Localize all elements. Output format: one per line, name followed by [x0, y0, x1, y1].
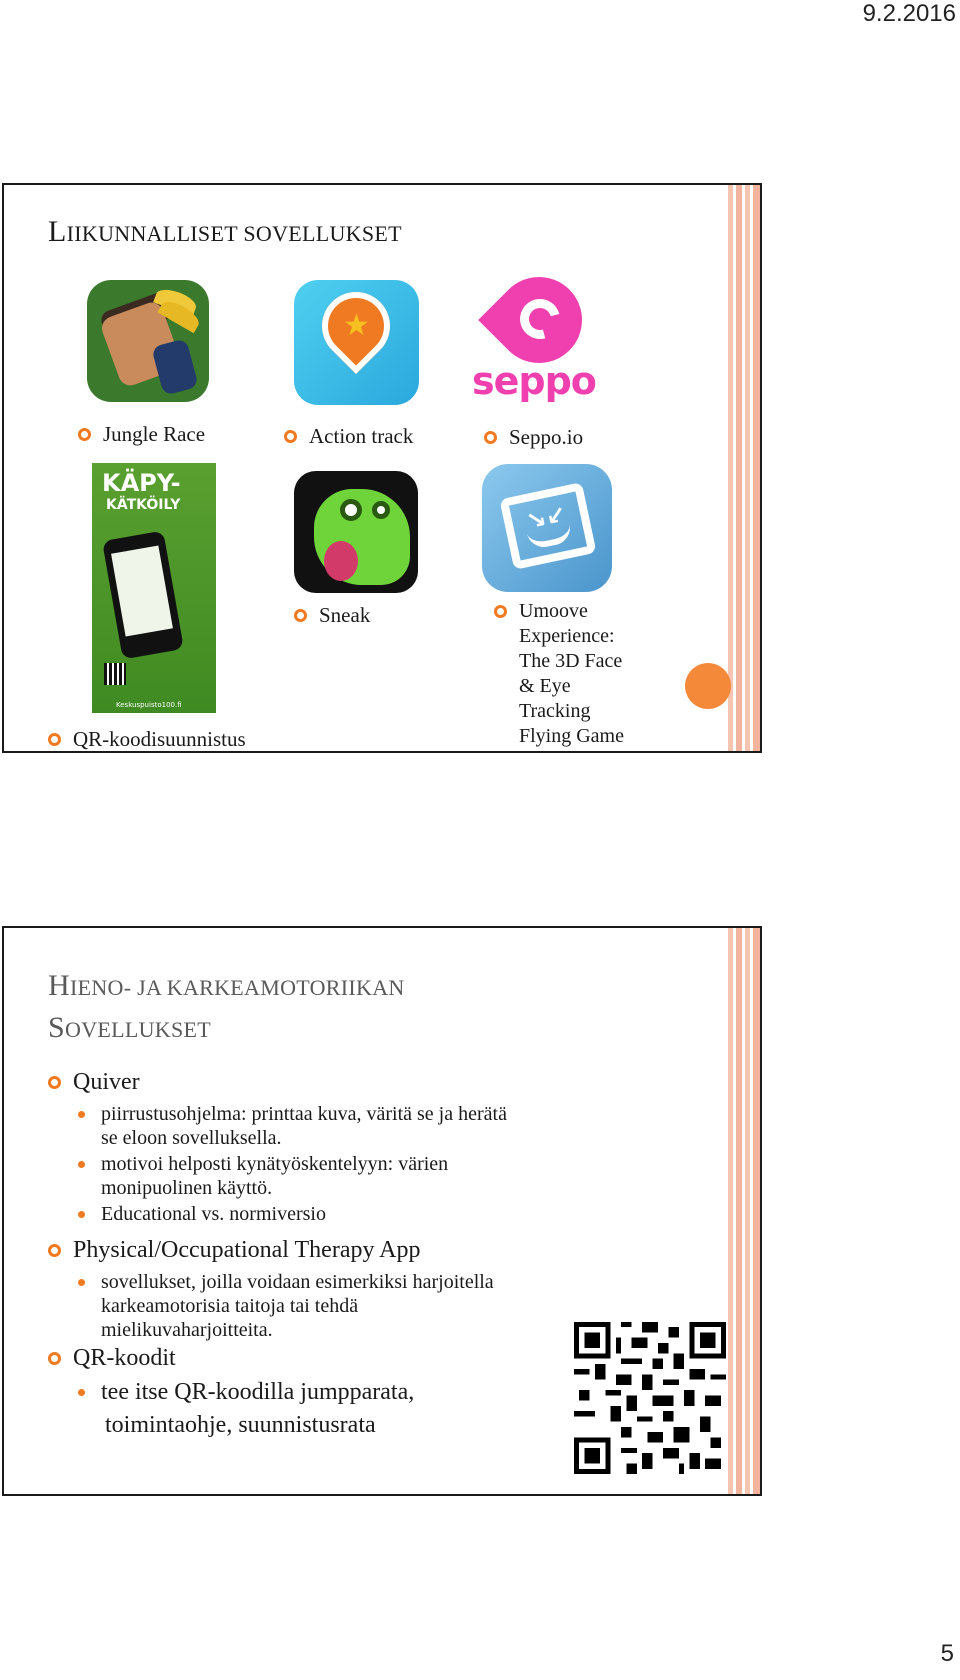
umoove-app-icon: ↘↙	[482, 464, 612, 592]
bullet-dot-icon	[78, 1279, 85, 1286]
qr-code-image	[574, 1322, 726, 1474]
item-qr-koodit: QR-koodit	[48, 1342, 176, 1375]
app-label-qr: QR-koodisuunnistus	[48, 727, 246, 752]
sub-item: tee itse QR-koodilla jumpparata, toimintaohje, suunnistusrata	[78, 1376, 414, 1442]
bullet-ring-icon	[294, 609, 307, 622]
bullet-ring-icon	[48, 733, 61, 746]
bullet-ring-icon	[494, 605, 507, 618]
bullet-ring-icon	[484, 431, 497, 444]
bullet-ring-icon	[284, 430, 297, 443]
page-number: 5	[940, 1640, 954, 1667]
slide-title: HIENO- JA KARKEAMOTORIIKAN SOVELLUKSET	[48, 969, 405, 1044]
bullet-dot-icon	[78, 1111, 85, 1118]
orange-dot-decoration	[685, 663, 731, 709]
sub-item: piirrustusohjelma: printtaa kuva, väritä se ja herätä se eloon sovelluksella.	[78, 1102, 507, 1150]
item-physical-therapy-app: Physical/Occupational Therapy App	[48, 1234, 420, 1267]
seppo-logo-icon: seppo	[472, 277, 606, 407]
bullet-dot-icon	[78, 1389, 85, 1396]
bullet-ring-icon	[48, 1076, 61, 1089]
app-label-seppo: Seppo.io	[484, 425, 583, 450]
app-label-action-track: Action track	[284, 424, 413, 449]
jungle-race-app-icon	[87, 280, 209, 402]
sneak-app-icon	[294, 471, 418, 593]
kapy-katkoily-poster-icon: KÄPY- KÄTKÖILY Keskuspuisto100.fi	[92, 463, 216, 713]
app-label-umoove: Umoove Experience: The 3D Face & Eye Tracking Flying Game	[494, 599, 624, 749]
sub-item: sovellukset, joilla voidaan esimerkiksi harjoitella karkeamotorisia taitoja tai tehdä mielikuvaharjoitteita.	[78, 1270, 494, 1342]
slide-liikunnalliset	[2, 183, 762, 753]
app-label-sneak: Sneak	[294, 603, 370, 628]
item-quiver: Quiver	[48, 1066, 140, 1099]
decorative-stripes	[724, 185, 760, 751]
sub-item: Educational vs. normiversio	[78, 1202, 326, 1226]
sub-item: motivoi helposti kynätyöskentelyyn: värien monipuolinen käyttö.	[78, 1152, 448, 1200]
decorative-stripes	[724, 928, 760, 1494]
bullet-ring-icon	[78, 428, 91, 441]
bullet-ring-icon	[48, 1352, 61, 1365]
action-track-app-icon: ★	[294, 280, 419, 405]
bullet-ring-icon	[48, 1244, 61, 1257]
bullet-dot-icon	[78, 1161, 85, 1168]
app-label-jungle-race: Jungle Race	[78, 422, 205, 447]
page-date: 9.2.2016	[862, 0, 956, 27]
slide-hieno-karkeamotoriikka	[2, 926, 762, 1496]
slide-title: LIIKUNNALLISET SOVELLUKSET	[48, 215, 402, 248]
bullet-dot-icon	[78, 1211, 85, 1218]
